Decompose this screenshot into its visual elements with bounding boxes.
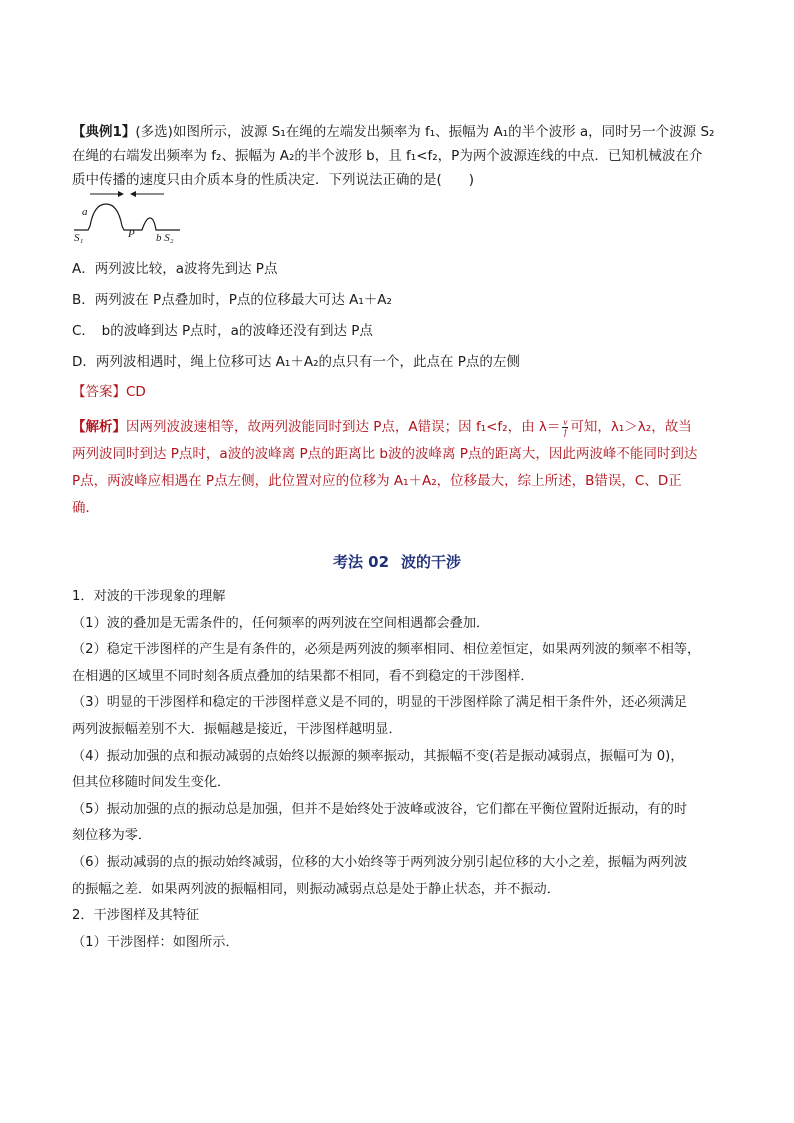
wave-figure — [72, 188, 182, 248]
answer-value: CD — [126, 384, 146, 400]
example-line-2: 在绳的右端发出频率为 f₂、振幅为 A₂的半个波形 b，且 f₁<f₂，P为两个波源连线的中点．已知机械波在介 — [72, 148, 703, 164]
analysis-label: 【解析】 — [72, 419, 126, 435]
right-arrow-head — [118, 191, 124, 197]
paragraph-6-line-1: （6）振动减弱的点的振动始终减弱，位移的大小始终等于两列波分别引起位移的大小之差，振幅为两列波 — [72, 854, 688, 870]
section-title — [0, 551, 794, 572]
paragraph-5-line-1: （5）振动加强的点的振动总是加强，但并不是始终处于波峰或波谷，它们都在平衡位置附近振动，有的时 — [72, 801, 688, 817]
paragraph-7: （1）干涉图样：如图所示． — [72, 934, 239, 950]
fraction-denominator: f — [564, 426, 567, 437]
section-content — [72, 584, 722, 956]
label-p: P — [128, 228, 135, 240]
example-tag: 【典例1】 — [72, 124, 136, 140]
analysis-line-4: 确． — [72, 500, 99, 516]
paragraph-3-line-2: 两列波振幅差别不大．振幅越是接近，干涉图样越明显． — [72, 721, 402, 737]
label-a: a — [82, 206, 88, 218]
analysis-line-2: 两列波同时到达 P点时，a波的波峰离 P点的距离比 b波的波峰离 P点的距离大，因此两波峰不能同时到达 — [72, 446, 698, 462]
section-number: 考法 02 — [332, 553, 390, 571]
analysis — [72, 414, 722, 522]
analysis-line-3: P点，两波峰应相遇在 P点左侧，此位置对应的位移为 A₁＋A₂，位移最大，综上所述，B错误，C、D正 — [72, 473, 682, 489]
option-d: D．两列波相遇时，绳上位移可达 A₁＋A₂的点只有一个，此点在 P点的左侧 — [72, 354, 520, 370]
analysis-line-1 — [72, 414, 722, 441]
lambda-fraction — [562, 418, 568, 437]
section-name: 波的干涉 — [401, 553, 462, 571]
analysis-text-1a: 因两列波波速相等，故两列波能同时到达 P点，A错误；因 f₁<f₂，由 λ＝ — [126, 419, 561, 435]
answer-label: 【答案】 — [72, 384, 126, 400]
left-arrow-head — [130, 191, 136, 197]
paragraph-1: （1）波的叠加是无需条件的，任何频率的两列波在空间相遇都会叠加． — [72, 615, 490, 631]
option-a: A．两列波比较，a波将先到达 P点 — [72, 261, 278, 277]
option-b: B．两列波在 P点叠加时，P点的位移最大可达 A₁＋A₂ — [72, 292, 392, 308]
paragraph-2-line-1: （2）稳定干涉图样的产生是有条件的，必须是两列波的频率相同、相位差恒定，如果两列波的频率不相等， — [72, 642, 701, 658]
fraction-numerator: v — [563, 416, 568, 427]
paragraph-3-line-1: （3）明显的干涉图样和稳定的干涉图样意义是不同的，明显的干涉图样除了满足相干条件外，还必须满足 — [72, 695, 688, 711]
option-c: C． b的波峰到达 P点时，a的波峰还没有到达 P点 — [72, 323, 373, 339]
paragraph-2-line-2: 在相遇的区域里不同时刻各质点叠加的结果都不相同，看不到稳定的干涉图样． — [72, 668, 534, 684]
example-line-3: 质中传播的速度只由介质本身的性质决定．下列说法正确的是( ) — [72, 172, 475, 188]
heading-2: 2．干涉图样及其特征 — [72, 908, 200, 924]
example-question — [72, 120, 722, 192]
example-type: (多选) — [135, 124, 173, 140]
label-s1: S₁ — [74, 232, 84, 244]
answer — [72, 380, 722, 404]
paragraph-4-line-2: 但其位移随时间发生变化． — [72, 775, 231, 791]
label-b-s2: b S₂ — [156, 232, 174, 244]
analysis-text-1b: 可知，λ₁＞λ₂，故当 — [570, 419, 692, 435]
heading-1: 1．对波的干涉现象的理解 — [72, 589, 226, 604]
example-text-1: 如图所示，波源 S₁在绳的左端发出频率为 f₁、振幅为 A₁的半个波形 a，同时另一个波源 S₂ — [172, 124, 715, 140]
paragraph-5-line-2: 刻位移为零． — [72, 828, 152, 844]
paragraph-6-line-2: 的振幅之差．如果两列波的振幅相同，则振动减弱点总是处于静止状态，并不振动． — [72, 881, 560, 897]
options-list — [72, 254, 722, 378]
example-line-1 — [72, 120, 722, 144]
paragraph-4-line-1: （4）振动加强的点和振动减弱的点始终以振源的频率振动，其振幅不变(若是振动减弱点，振幅可为 0)， — [72, 748, 684, 764]
rope-wave — [74, 204, 180, 230]
